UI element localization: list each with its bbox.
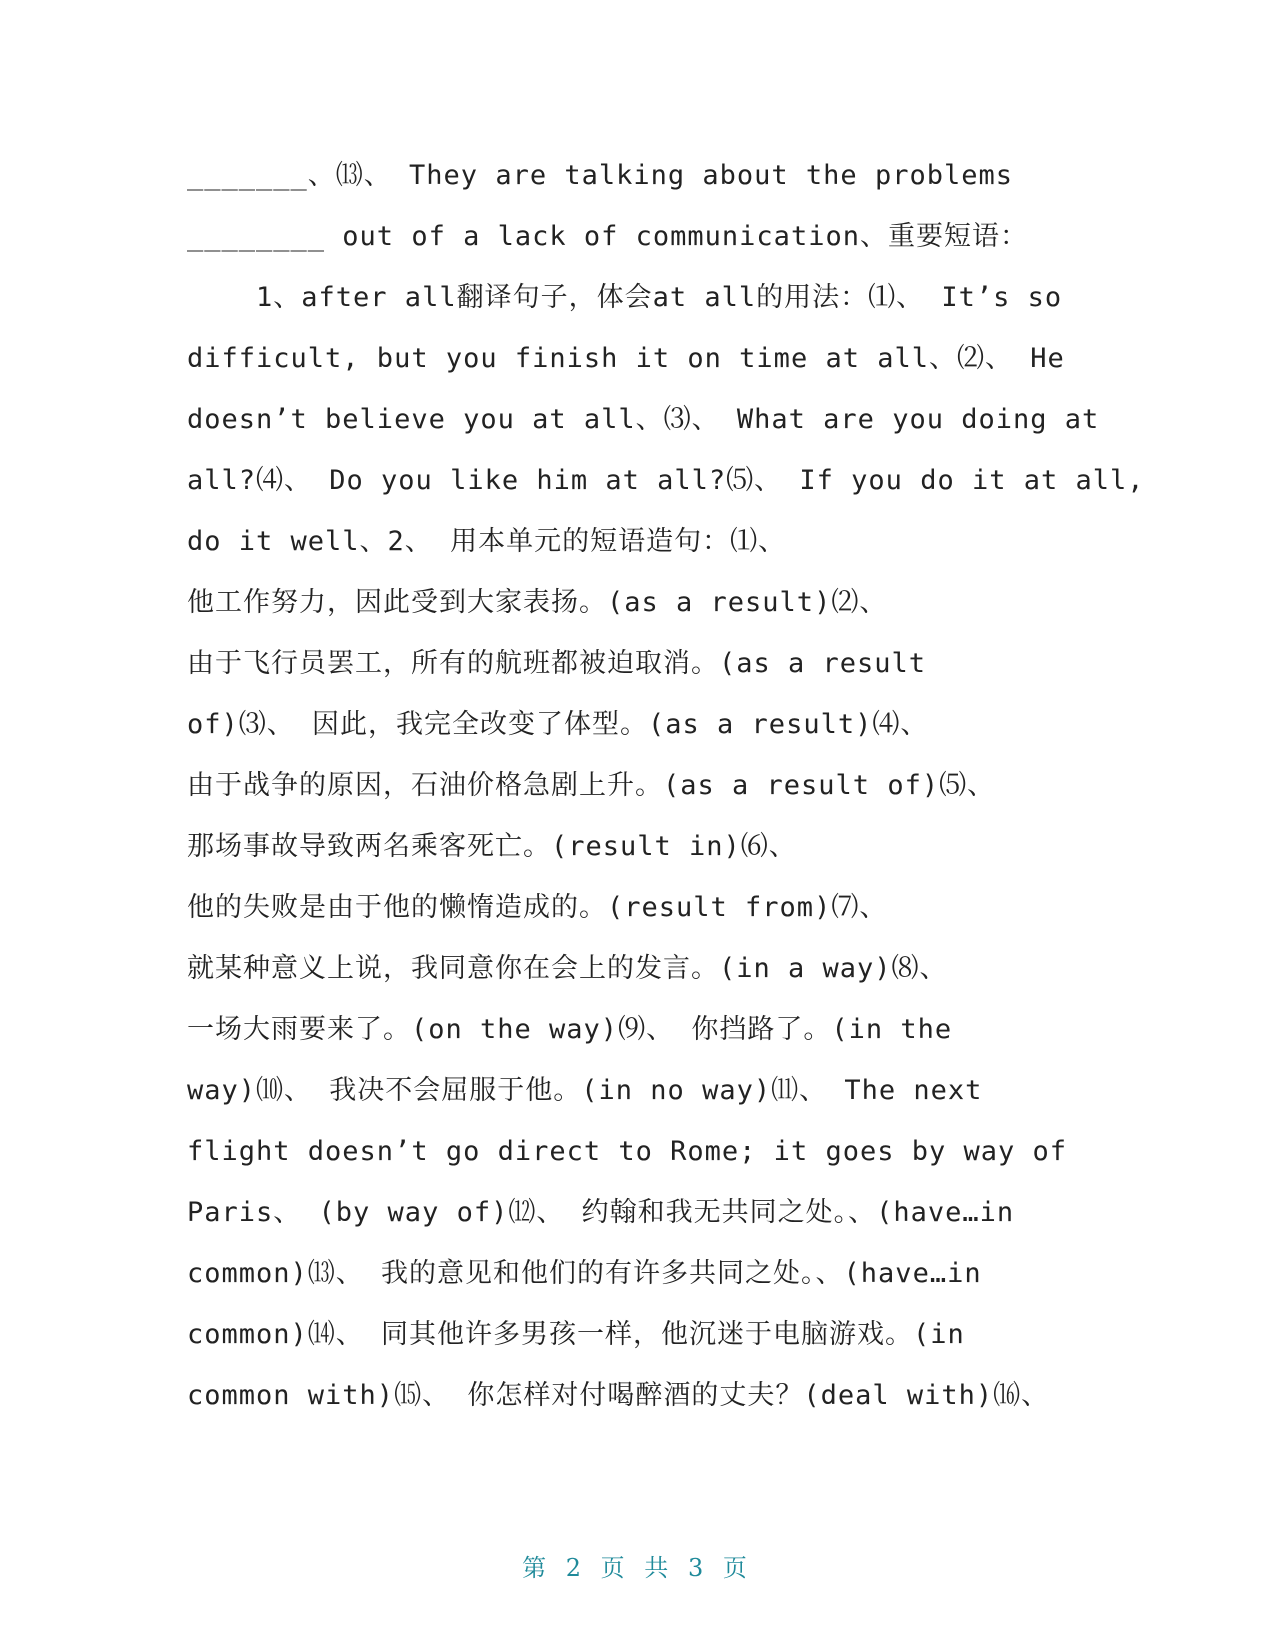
text-line: way)⑽、 我决不会屈服于他。(in no way)⑾、 The next	[187, 1075, 983, 1106]
text-line: 1、after all翻译句子，体会at all的用法：⑴、 It’s so	[187, 282, 1063, 313]
text-line: common with)⒂、 你怎样对付喝醉酒的丈夫？(deal with)⒃、	[187, 1380, 1050, 1411]
text-line: flight doesn’t go direct to Rome; it goes by way of	[187, 1136, 1068, 1167]
text-line: 由于战争的原因，石油价格急剧上升。(as a result of)⑸、	[187, 770, 996, 801]
text-line: 一场大雨要来了。(on the way)⑼、 你挡路了。(in the	[187, 1014, 953, 1045]
text-line: ________ out of a lack of communication、重要短语：	[187, 221, 1028, 252]
text-line: _______、⒀、 They are talking about the problems	[187, 160, 1013, 191]
document-body	[187, 145, 1145, 1426]
text-line: do it well、2、 用本单元的短语造句：⑴、	[187, 526, 787, 557]
text-line: 由于飞行员罢工，所有的航班都被迫取消。(as a result	[187, 648, 927, 679]
text-line: 他工作努力，因此受到大家表扬。(as a result)⑵、	[187, 587, 888, 618]
text-line: 那场事故导致两名乘客死亡。(result in)⑹、	[187, 831, 797, 862]
text-line: Paris、 (by way of)⑿、 约翰和我无共同之处。、(have…in	[187, 1197, 1015, 1228]
page-number-footer: 第 2 页 共 3 页	[522, 1554, 753, 1582]
text-line: difficult, but you finish it on time at all、⑵、 He	[187, 343, 1065, 374]
text-line: of)⑶、 因此，我完全改变了体型。(as a result)⑷、	[187, 709, 929, 740]
text-line: all?⑷、 Do you like him at all?⑸、 If you do it at all,	[187, 465, 1145, 496]
text-line: common)⒁、 同其他许多男孩一样，他沉迷于电脑游戏。(in	[187, 1319, 965, 1350]
text-line: common)⒀、 我的意见和他们的有许多共同之处。、(have…in	[187, 1258, 982, 1289]
text-line: 他的失败是由于他的懒惰造成的。(result from)⑺、	[187, 892, 888, 923]
text-line: doesn’t believe you at all、⑶、 What are you doing at	[187, 404, 1100, 435]
text-line: 就某种意义上说，我同意你在会上的发言。(in a way)⑻、	[187, 953, 948, 984]
